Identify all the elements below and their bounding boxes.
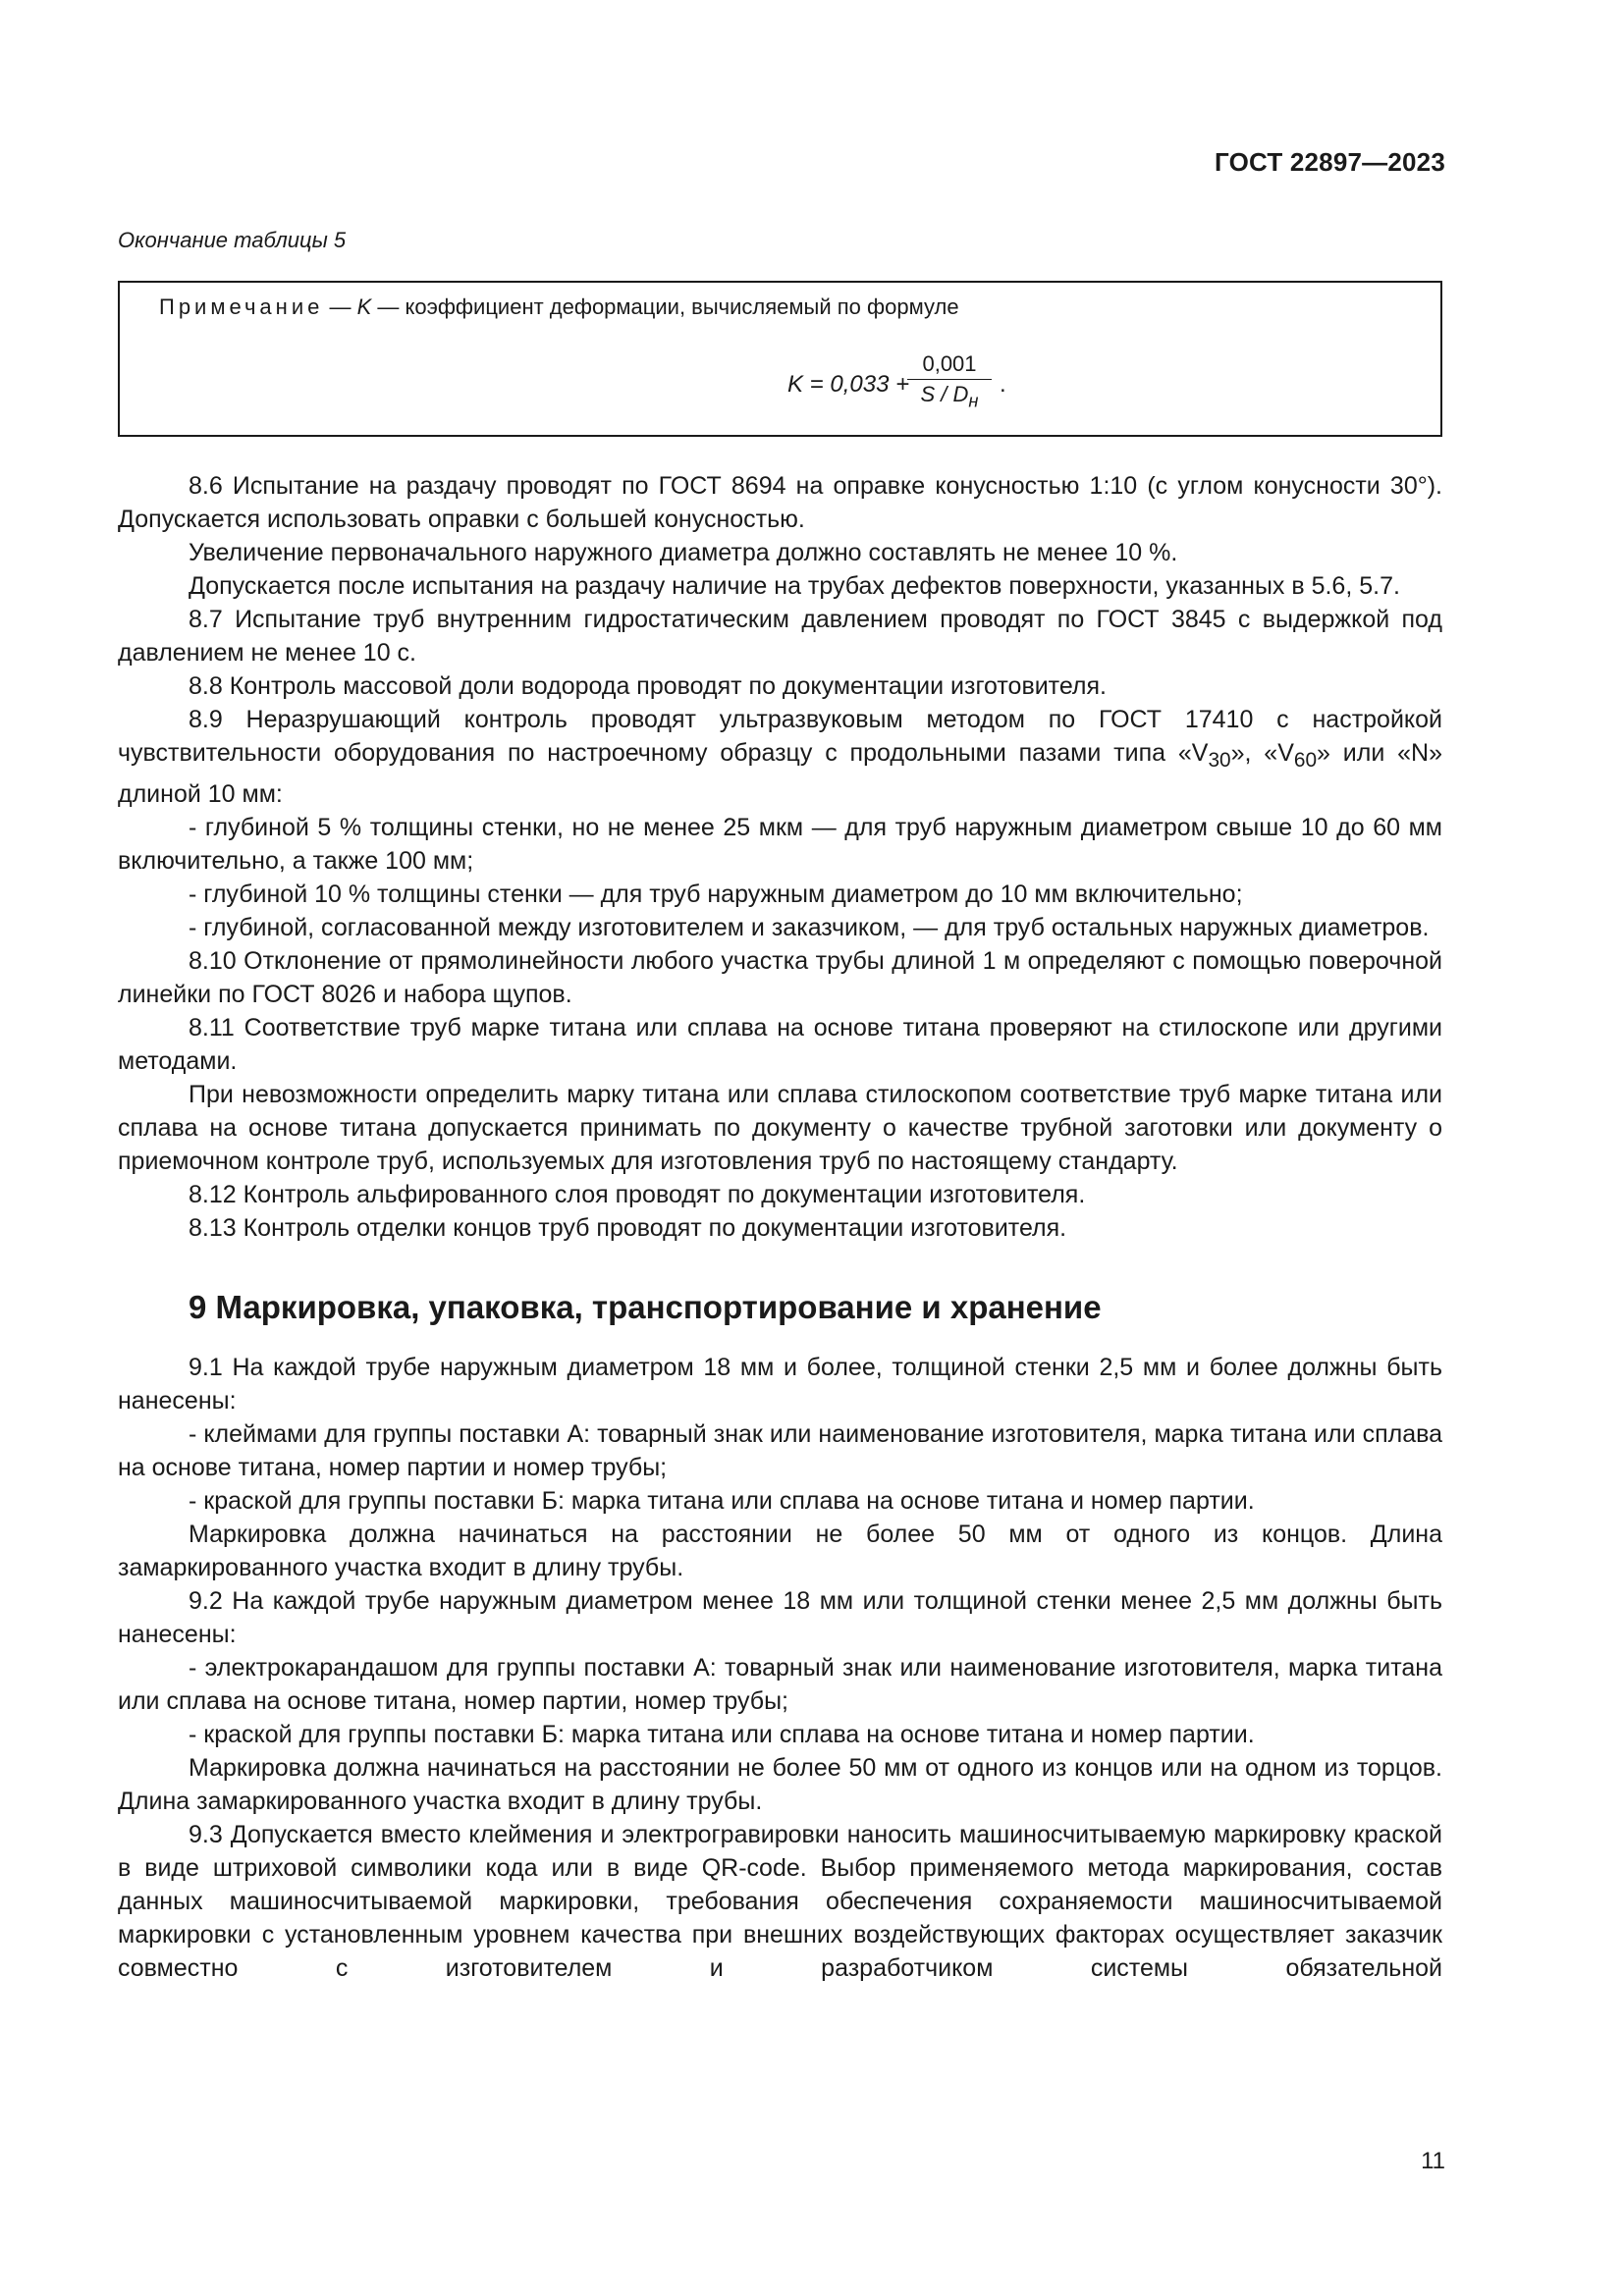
table-note-box bbox=[118, 281, 1442, 437]
table-continuation-caption: Окончание таблицы 5 bbox=[118, 228, 347, 252]
formula-numerator: 0,001 bbox=[907, 351, 992, 380]
list-item: - краской для группы поставки Б: марка титана или сплава на основе титана и номер партии. bbox=[189, 1721, 1255, 1748]
list-item: - краской для группы поставки Б: марка титана или сплава на основе титана и номер партии. bbox=[189, 1487, 1255, 1515]
list-item: - глубиной, согласованной между изготовителем и заказчиком, — для труб остальных наружных диаметров. bbox=[189, 914, 1430, 941]
formula-denominator bbox=[907, 380, 992, 411]
paragraph-8-7: 8.7 Испытание труб внутренним гидростатическим давлением проводят по ГОСТ 3845 с выдержкой под давлением не менее 10 с. bbox=[118, 606, 1442, 667]
paragraph-8-9 bbox=[118, 703, 1442, 811]
subscript: 30 bbox=[1208, 749, 1231, 772]
paragraph: При невозможности определить марку титана или сплава стилоскопом соответствие труб марке титана или сплава на основе титана допускается принимать по документу о качестве трубной заготовки или документу о приемочном контроле труб, используемых для изготовления труб по настоящему стандарту. bbox=[118, 1081, 1442, 1175]
formula-denominator-main: S / D bbox=[920, 382, 969, 406]
paragraph: Маркировка должна начинаться на расстоянии не более 50 мм от одного из концов или на одном из торцов. Длина замаркированного участка входит в длину трубы. bbox=[118, 1754, 1442, 1815]
paragraph-8-12: 8.12 Контроль альфированного слоя проводят по документации изготовителя. bbox=[189, 1181, 1086, 1208]
paragraph-8-6: 8.6 Испытание на раздачу проводят по ГОСТ 8694 на оправке конусностью 1:10 (с углом конусности 30°). Допускается использовать оправки с большей конусностью. bbox=[118, 472, 1442, 533]
note-var-k: K bbox=[356, 294, 372, 319]
list-item: - глубиной 10 % толщины стенки — для труб наружным диаметром до 10 мм включительно; bbox=[189, 881, 1243, 908]
list-item: - глубиной 5 % толщины стенки, но не менее 25 мкм — для труб наружным диаметром свыше 10 до 60 мм включительно, а также 100 мм; bbox=[118, 814, 1442, 875]
note-description: — коэффициент деформации, вычисляемый по формуле bbox=[371, 294, 959, 319]
paragraph-8-9-text: 8.9 Неразрушающий контроль проводят ультразвуковым методом по ГОСТ 17410 с настройкой чувствительности оборудования по настроечному образцу с продольными пазами типа «V bbox=[118, 706, 1442, 767]
formula-lhs: K = 0,033 + bbox=[787, 371, 910, 398]
page-number: 11 bbox=[1421, 2148, 1445, 2174]
formula-end: . bbox=[1000, 371, 1006, 398]
paragraph-9-1: 9.1 На каждой трубе наружным диаметром 18 мм и более, толщиной стенки 2,5 мм и более должны быть нанесены: bbox=[118, 1354, 1442, 1415]
document-body bbox=[118, 469, 1442, 1985]
document-code: ГОСТ 22897—2023 bbox=[1215, 147, 1445, 177]
paragraph-8-13: 8.13 Контроль отделки концов труб проводят по документации изготовителя. bbox=[189, 1214, 1067, 1242]
paragraph: Маркировка должна начинаться на расстоянии не более 50 мм от одного из концов. Длина замаркированного участка входит в длину трубы. bbox=[118, 1521, 1442, 1581]
formula-denominator-sub: н bbox=[968, 390, 979, 411]
section-heading: 9 Маркировка, упаковка, транспортирование и хранение bbox=[189, 1289, 1102, 1325]
subscript: 60 bbox=[1293, 749, 1318, 772]
list-item: - электрокарандашом для группы поставки А: товарный знак или наименование изготовителя, марка титана или сплава на основе титана, номер партии, номер трубы; bbox=[118, 1654, 1442, 1715]
paragraph: Допускается после испытания на раздачу наличие на трубах дефектов поверхности, указанных в 5.6, 5.7. bbox=[189, 572, 1400, 600]
note-text bbox=[159, 294, 959, 320]
paragraph-9-2: 9.2 На каждой трубе наружным диаметром менее 18 мм или толщиной стенки менее 2,5 мм должны быть нанесены: bbox=[118, 1587, 1442, 1648]
paragraph-8-8: 8.8 Контроль массовой доли водорода проводят по документации изготовителя. bbox=[189, 672, 1107, 700]
paragraph-9-3: 9.3 Допускается вместо клеймения и электрогравировки наносить машиносчитываемую маркировку краской в виде штриховой символики кода или в виде QR-code. Выбор применяемого метода маркирования, состав данных машиносчитываемой маркировки, требования обеспечения сохраняемости машиносчитываемой маркировки с установленным уровнем качества при внешних воздействующих факторах осуществляет заказчик совместно с изготовителем и разработчиком системы обязательной bbox=[118, 1821, 1442, 1982]
paragraph-8-9-text: », «V bbox=[1230, 739, 1294, 767]
note-dash: — bbox=[323, 294, 357, 319]
list-item: - клеймами для группы поставки А: товарный знак или наименование изготовителя, марка титана или сплава на основе титана, номер партии и номер трубы; bbox=[118, 1420, 1442, 1481]
paragraph-8-9-text: » или «N» длиной 10 мм: bbox=[118, 739, 1442, 808]
note-label: Примечание bbox=[159, 294, 324, 319]
paragraph-8-10: 8.10 Отклонение от прямолинейности любого участка трубы длиной 1 м определяют с помощью поверочной линейки по ГОСТ 8026 и набора щупов. bbox=[118, 947, 1442, 1008]
paragraph-8-11: 8.11 Соответствие труб марке титана или сплава на основе титана проверяют на стилоскопе или другими методами. bbox=[118, 1014, 1442, 1075]
formula-fraction bbox=[907, 351, 992, 411]
deformation-formula bbox=[120, 351, 1440, 410]
paragraph: Увеличение первоначального наружного диаметра должно составлять не менее 10 %. bbox=[189, 539, 1178, 566]
